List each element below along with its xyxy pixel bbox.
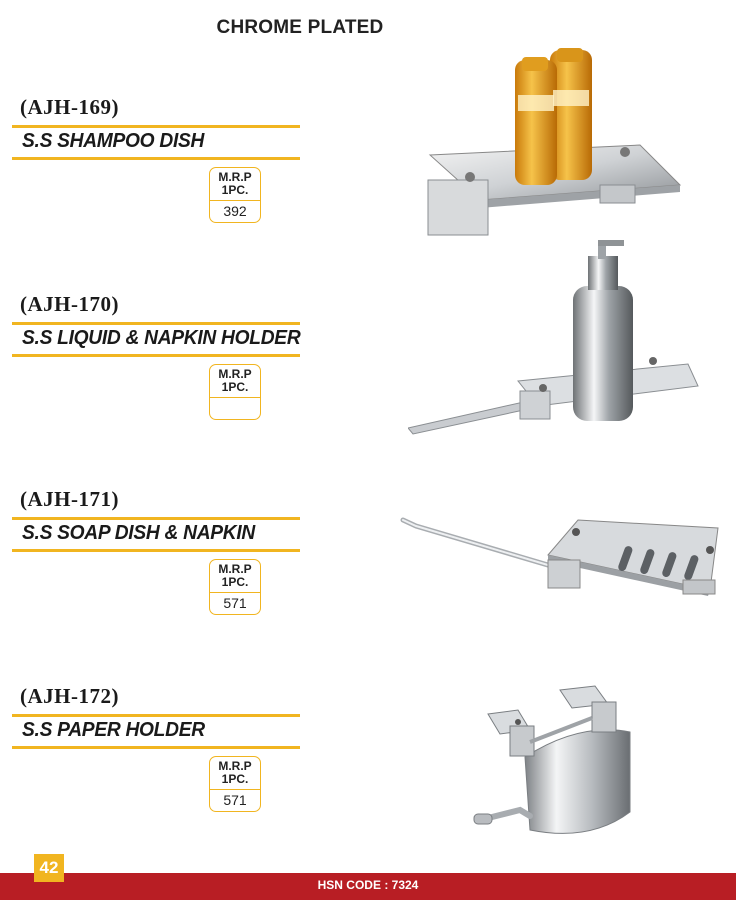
divider [12, 549, 300, 552]
divider [12, 322, 300, 325]
product-name: S.S LIQUID & NAPKIN HOLDER [22, 327, 301, 349]
mrp-label: M.R.P 1PC. [210, 365, 260, 398]
mrp-box [209, 167, 261, 223]
divider [12, 517, 300, 520]
product-code: (AJH-170) [20, 292, 119, 316]
product-code: (AJH-171) [20, 487, 119, 511]
mrp-box [209, 756, 261, 812]
shampoo-dish-image [410, 40, 690, 240]
soap-dish-napkin-image [398, 510, 728, 605]
product-code: (AJH-172) [20, 684, 119, 708]
mrp-price: 571 [223, 595, 247, 611]
page-title: CHROME PLATED [216, 17, 384, 38]
product-name: S.S PAPER HOLDER [22, 719, 205, 741]
product-name: S.S SHAMPOO DISH [22, 130, 205, 152]
divider [12, 157, 300, 160]
mrp-price: 571 [223, 792, 247, 808]
page-number: 42 [34, 854, 64, 882]
mrp-price: 392 [223, 203, 247, 219]
divider [12, 125, 300, 128]
liquid-napkin-holder-image [408, 236, 708, 436]
mrp-label: M.R.P 1PC. [210, 560, 260, 593]
mrp-box [209, 364, 261, 420]
divider [12, 746, 300, 749]
product-name: S.S SOAP DISH & NAPKIN [22, 522, 255, 544]
hsn-code: HSN CODE : 7324 [317, 878, 419, 892]
divider [12, 714, 300, 717]
product-code: (AJH-169) [20, 95, 119, 119]
mrp-box [209, 559, 261, 615]
paper-holder-image [470, 682, 650, 842]
mrp-label: M.R.P 1PC. [210, 757, 260, 790]
divider [12, 354, 300, 357]
mrp-label: M.R.P 1PC. [210, 168, 260, 201]
